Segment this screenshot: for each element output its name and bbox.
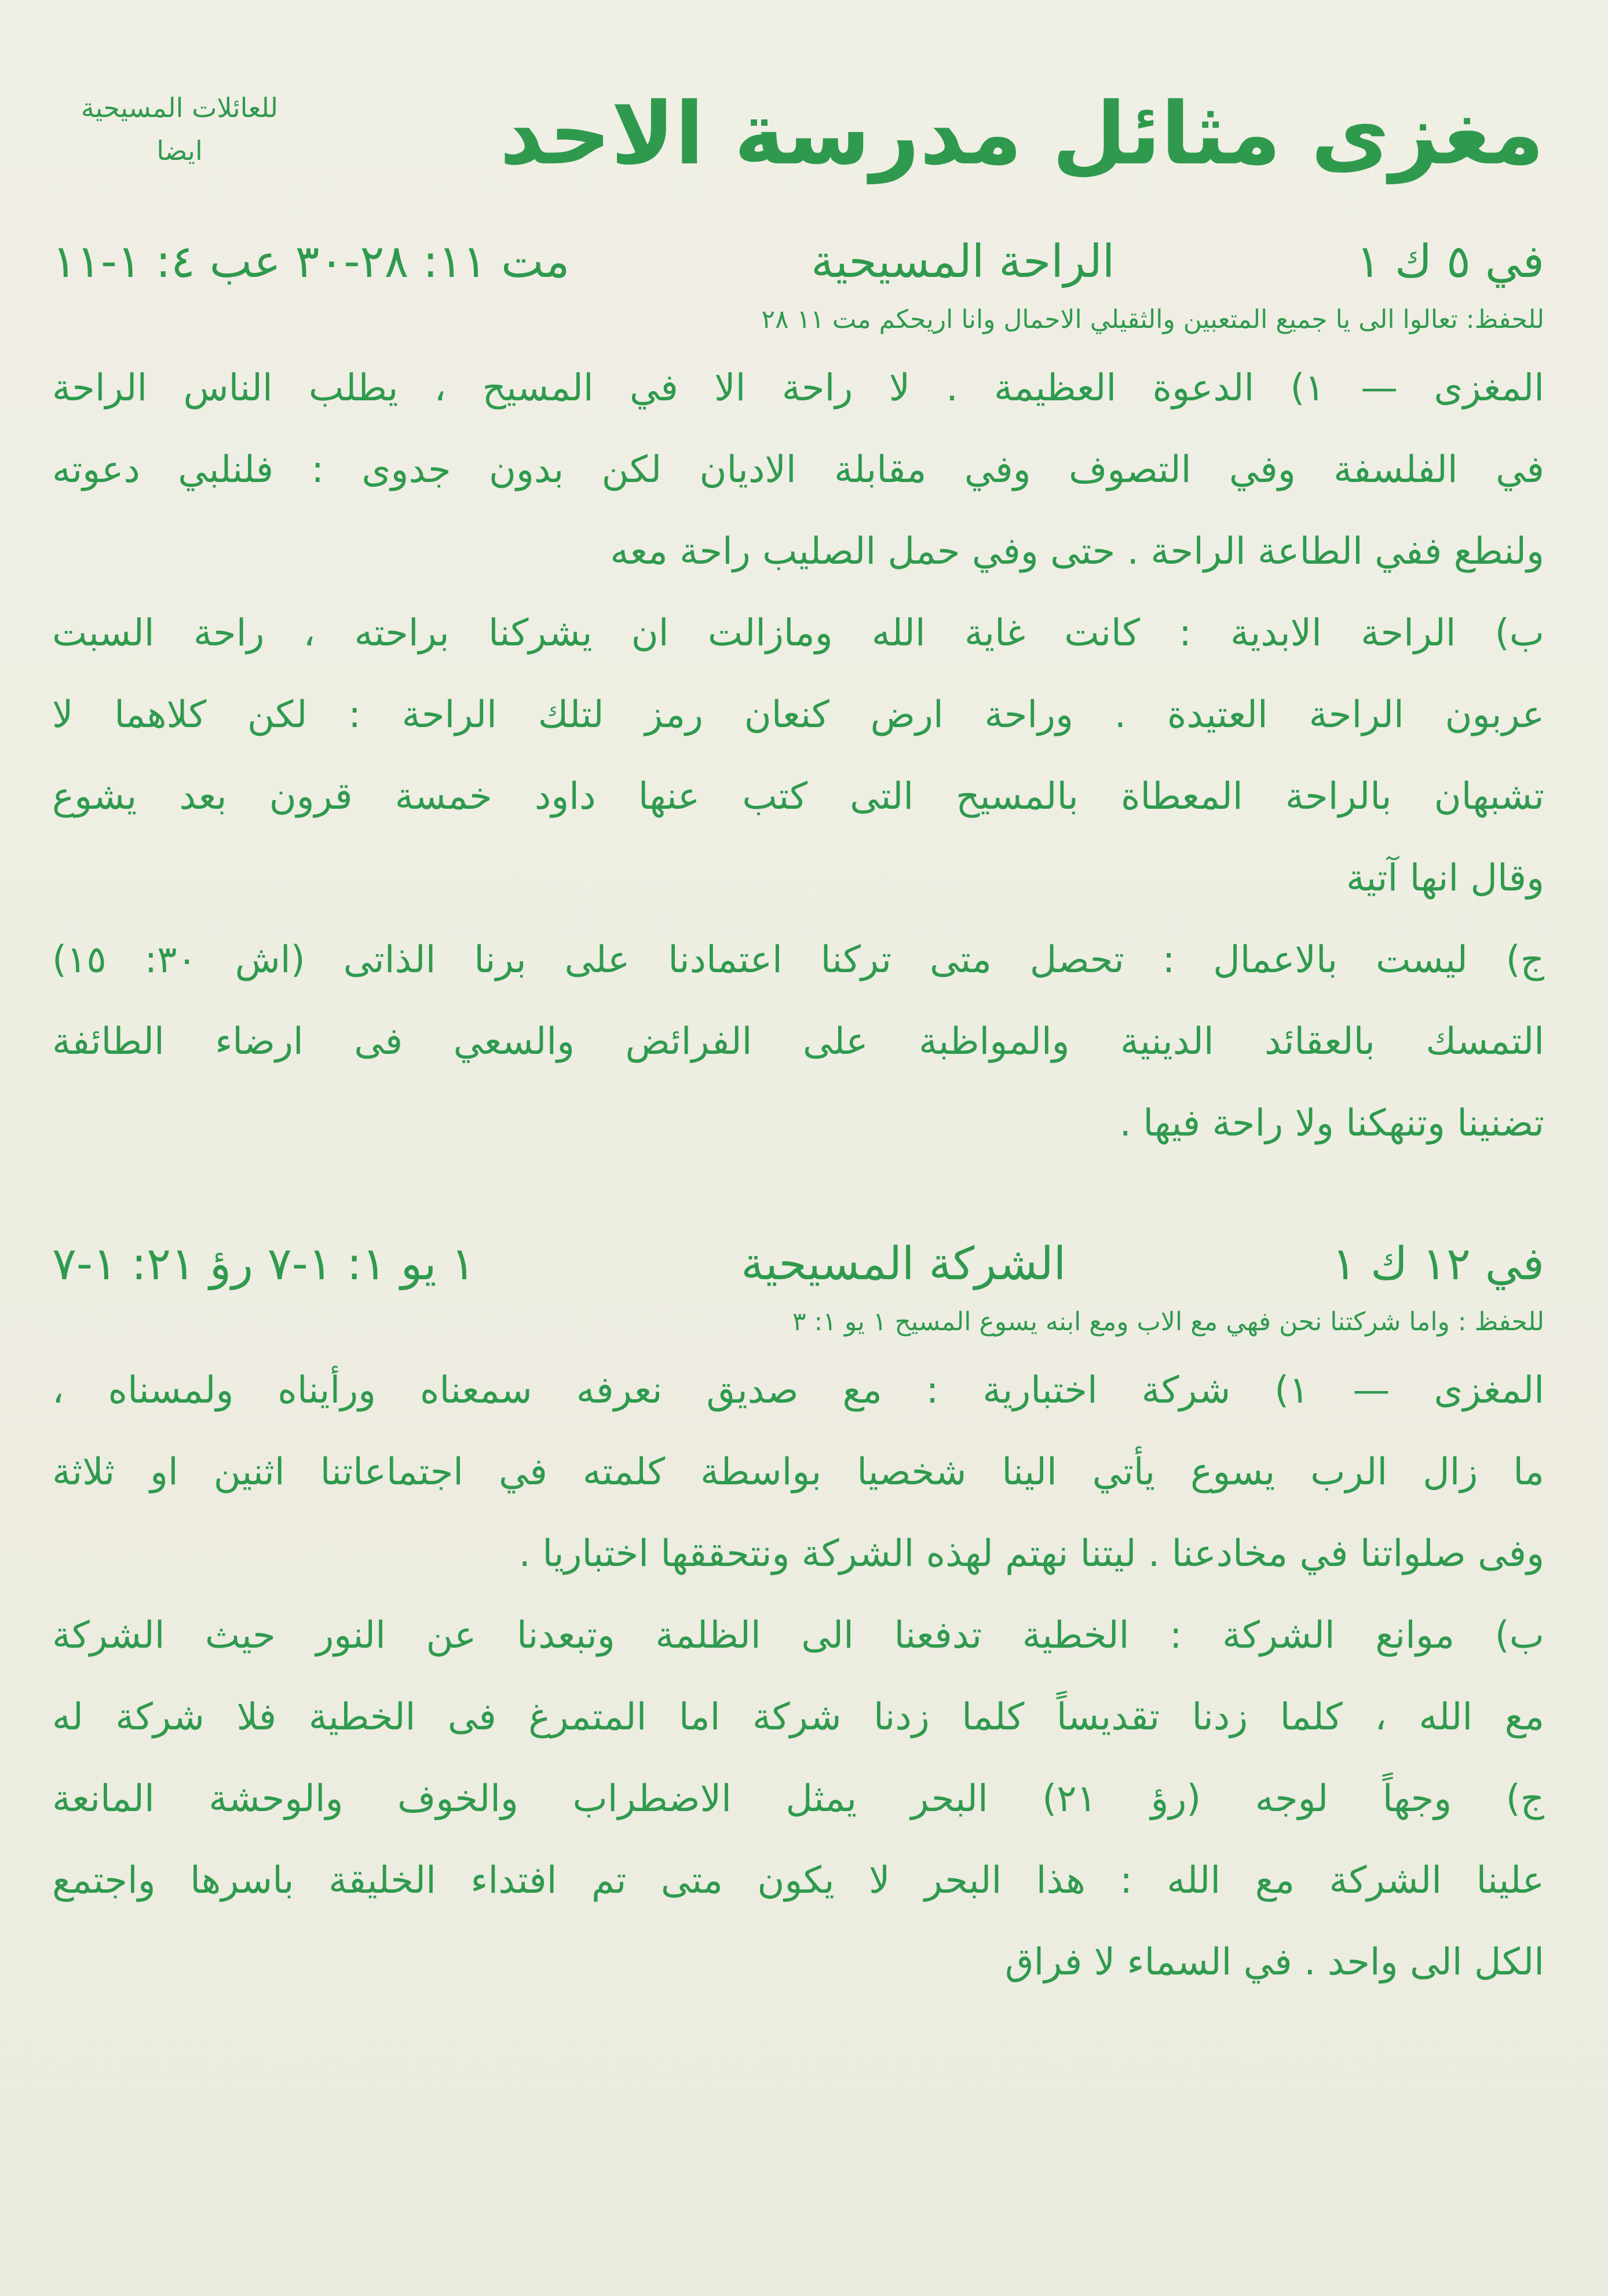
side-note-line-1: للعائلات المسيحية: [81, 92, 279, 123]
body-line: في الفلسفة وفي التصوف وفي مقابلة الاديان لكن بدون جدوى : فلنلبي دعوته: [52, 448, 1544, 492]
lesson2-body: [52, 1350, 1544, 2003]
body-line: التمسك بالعقائد الدينية والمواظبة على الفرائض والسعي فى ارضاء الطائفة: [52, 1020, 1544, 1064]
body-line: وفى صلواتنا في مخادعنا . ليتنا نهتم لهذه الشركة ونتحققها اختباريا .: [518, 1532, 1544, 1576]
header: [52, 75, 1544, 209]
body-line: وقال انها آتية: [1346, 857, 1544, 900]
lesson2-memory-verse: للحفظ : واما شركتنا نحن فهي مع الاب ومع ابنه يسوع المسيح ١ يو ١: ٣: [792, 1307, 1544, 1337]
body-line: المغزى — ١) الدعوة العظيمة . لا راحة الا في المسيح ، يطلب الناس الراحة: [52, 367, 1544, 410]
lesson2-topic: الشركة المسيحية: [741, 1238, 1066, 1291]
lesson1-memory-verse: للحفظ: تعالوا الى يا جميع المتعبين والثقيلي الاحمال وانا اريحكم مت ١١ ٢٨: [761, 305, 1544, 335]
lesson1-heading: [52, 232, 1544, 293]
body-line: ب) موانع الشركة : الخطية تدفعنا الى الظلمة وتبعدنا عن النور حيث الشركة: [52, 1614, 1544, 1658]
lesson1-topic: الراحة المسيحية: [811, 236, 1115, 288]
body-line: ولنطع ففي الطاعة الراحة . حتى وفي حمل الصليب راحة معه: [610, 530, 1544, 574]
lesson1-reference: مت ١١: ٢٨-٣٠ عب ٤: ١-١١: [52, 236, 570, 288]
body-line: ج) وجهاً لوجه (رؤ ٢١) البحر يمثل الاضطراب والخوف والوحشة المانعة: [52, 1777, 1544, 1821]
lesson2-date: في ١٢ ك ١: [1332, 1238, 1544, 1291]
body-line: الكل الى واحد . في السماء لا فراق: [1004, 1941, 1544, 1984]
lesson2-reference: ١ يو ١: ١-٧ رؤ ٢١: ١-٧: [52, 1238, 476, 1291]
body-line: علينا الشركة مع الله : هذا البحر لا يكون متى تم افتداء الخليقة باسرها واجتمع: [52, 1859, 1544, 1903]
lesson2-heading: [52, 1234, 1544, 1295]
lesson1-body: [52, 348, 1544, 1165]
page-title: مغزى مثائل مدرسة الاحد: [499, 84, 1544, 184]
body-line: ج) ليست بالاعمال : تحصل متى تركنا اعتمادنا على برنا الذاتى (اش ٣٠: ١٥): [52, 939, 1544, 982]
body-line: عربون الراحة العتيدة . وراحة ارض كنعان رمز لتلك الراحة : لكن كلاهما لا: [52, 693, 1544, 737]
body-line: تضنينا وتنهكنا ولا راحة فيها .: [1119, 1102, 1544, 1145]
lesson1-date: في ٥ ك ١: [1356, 236, 1544, 288]
side-note: [58, 87, 301, 172]
body-line: المغزى — ١) شركة اختبارية : مع صديق نعرفه سمعناه ورأيناه ولمسناه ،: [52, 1369, 1544, 1412]
body-line: مع الله ، كلما زدنا تقديساً كلما زدنا شركة اما المتمرغ فى الخطية فلا شركة له: [52, 1696, 1544, 1739]
body-line: ب) الراحة الابدية : كانت غاية الله ومازالت ان يشركنا براحته ، راحة السبت: [52, 612, 1544, 655]
side-note-line-2: ايضا: [156, 134, 203, 166]
body-line: ما زال الرب يسوع يأتي الينا شخصيا بواسطة كلمته في اجتماعاتنا اثنين او ثلاثة: [52, 1451, 1544, 1494]
body-line: تشبهان بالراحة المعطاة بالمسيح التى كتب عنها داود خمسة قرون بعد يشوع: [52, 775, 1544, 819]
